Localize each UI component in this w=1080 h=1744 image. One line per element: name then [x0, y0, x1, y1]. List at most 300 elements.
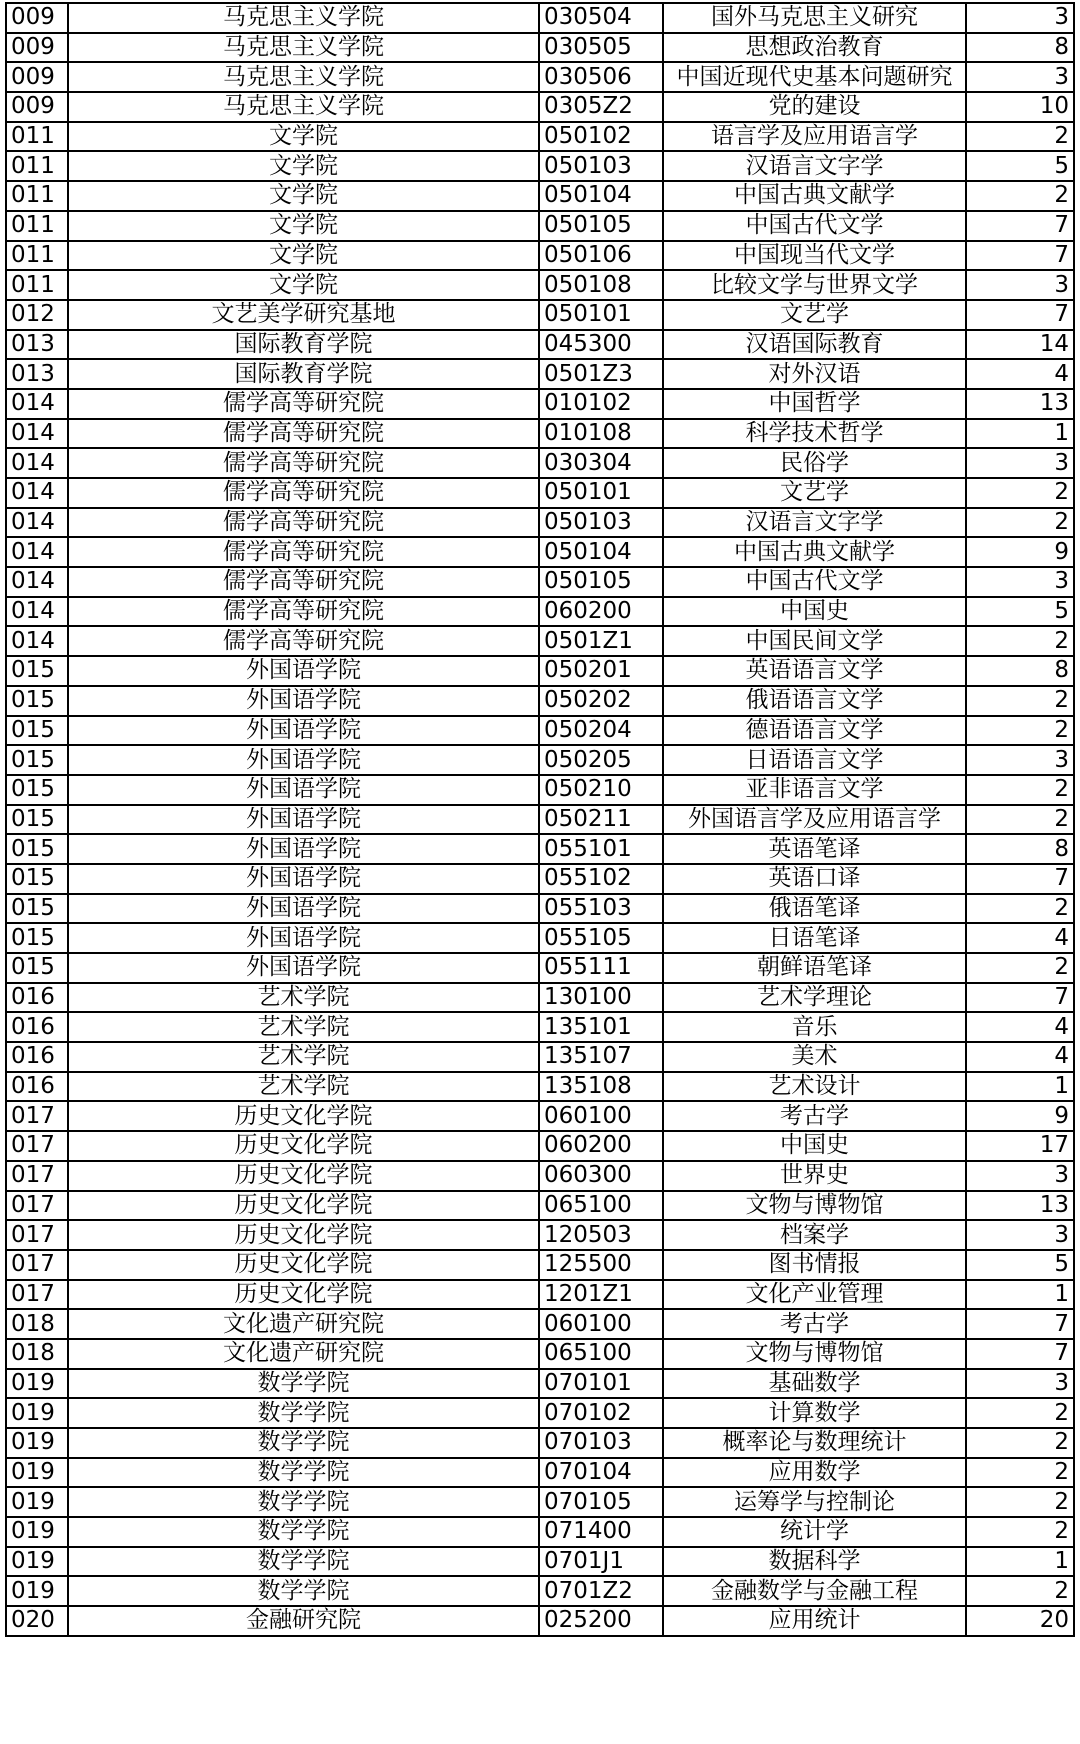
table-row — [6, 1606, 1074, 1636]
table-row — [6, 1458, 1074, 1488]
major-code-cell: 070103 — [539, 1428, 663, 1458]
school-name-cell: 艺术学院 — [68, 1042, 539, 1072]
enrollment-count-cell: 2 — [966, 686, 1074, 716]
major-code-cell: 1201Z1 — [539, 1280, 663, 1310]
major-code-cell: 135101 — [539, 1012, 663, 1042]
enrollment-count-cell: 5 — [966, 597, 1074, 627]
table-row — [6, 1220, 1074, 1250]
table-row — [6, 359, 1074, 389]
school-name-cell: 历史文化学院 — [68, 1161, 539, 1191]
major-name-cell: 档案学 — [663, 1220, 966, 1250]
major-name-cell: 文化产业管理 — [663, 1280, 966, 1310]
school-code-cell: 014 — [6, 537, 68, 567]
enrollment-count-cell: 3 — [966, 1220, 1074, 1250]
major-name-cell: 中国古代文学 — [663, 567, 966, 597]
major-code-cell: 050204 — [539, 716, 663, 746]
school-code-cell: 015 — [6, 953, 68, 983]
school-code-cell: 019 — [6, 1458, 68, 1488]
school-name-cell: 外国语学院 — [68, 745, 539, 775]
major-name-cell: 中国近现代史基本问题研究 — [663, 62, 966, 92]
school-name-cell: 国际教育学院 — [68, 330, 539, 360]
school-code-cell: 014 — [6, 389, 68, 419]
major-code-cell: 050105 — [539, 211, 663, 241]
school-name-cell: 外国语学院 — [68, 775, 539, 805]
table-row — [6, 1250, 1074, 1280]
school-name-cell: 历史文化学院 — [68, 1250, 539, 1280]
school-code-cell: 012 — [6, 300, 68, 330]
enrollment-count-cell: 2 — [966, 508, 1074, 538]
school-name-cell: 文学院 — [68, 122, 539, 152]
enrollment-count-cell: 8 — [966, 656, 1074, 686]
major-name-cell: 统计学 — [663, 1517, 966, 1547]
table-row — [6, 300, 1074, 330]
major-name-cell: 汉语言文字学 — [663, 508, 966, 538]
major-name-cell: 德语语言文学 — [663, 716, 966, 746]
major-code-cell: 050103 — [539, 151, 663, 181]
school-code-cell: 015 — [6, 894, 68, 924]
school-code-cell: 009 — [6, 62, 68, 92]
school-code-cell: 019 — [6, 1547, 68, 1577]
enrollment-count-cell: 3 — [966, 270, 1074, 300]
table-row — [6, 1280, 1074, 1310]
major-name-cell: 金融数学与金融工程 — [663, 1576, 966, 1606]
school-code-cell: 011 — [6, 181, 68, 211]
school-name-cell: 文化遗产研究院 — [68, 1339, 539, 1369]
school-code-cell: 014 — [6, 597, 68, 627]
major-name-cell: 科学技术哲学 — [663, 419, 966, 449]
school-code-cell: 018 — [6, 1309, 68, 1339]
school-name-cell: 历史文化学院 — [68, 1101, 539, 1131]
major-name-cell: 俄语语言文学 — [663, 686, 966, 716]
table-row — [6, 745, 1074, 775]
major-code-cell: 130100 — [539, 983, 663, 1013]
major-name-cell: 日语语言文学 — [663, 745, 966, 775]
major-name-cell: 外国语言学及应用语言学 — [663, 805, 966, 835]
major-code-cell: 055101 — [539, 834, 663, 864]
major-name-cell: 美术 — [663, 1042, 966, 1072]
major-code-cell: 055111 — [539, 953, 663, 983]
major-code-cell: 050104 — [539, 537, 663, 567]
enrollment-count-cell: 2 — [966, 478, 1074, 508]
school-code-cell: 013 — [6, 359, 68, 389]
enrollment-count-cell: 1 — [966, 1072, 1074, 1102]
table-row — [6, 1428, 1074, 1458]
major-name-cell: 基础数学 — [663, 1369, 966, 1399]
school-name-cell: 数学学院 — [68, 1547, 539, 1577]
school-code-cell: 011 — [6, 211, 68, 241]
table-row — [6, 3, 1074, 33]
school-name-cell: 数学学院 — [68, 1428, 539, 1458]
admissions-table — [5, 2, 1075, 1637]
school-code-cell: 009 — [6, 3, 68, 33]
enrollment-count-cell: 14 — [966, 330, 1074, 360]
major-name-cell: 俄语笔译 — [663, 894, 966, 924]
major-name-cell: 文艺学 — [663, 300, 966, 330]
school-code-cell: 017 — [6, 1101, 68, 1131]
school-code-cell: 013 — [6, 330, 68, 360]
school-code-cell: 015 — [6, 805, 68, 835]
enrollment-count-cell: 5 — [966, 1250, 1074, 1280]
school-code-cell: 018 — [6, 1339, 68, 1369]
school-name-cell: 数学学院 — [68, 1458, 539, 1488]
school-code-cell: 019 — [6, 1517, 68, 1547]
major-name-cell: 艺术设计 — [663, 1072, 966, 1102]
major-code-cell: 060100 — [539, 1101, 663, 1131]
table-row — [6, 1161, 1074, 1191]
school-name-cell: 儒学高等研究院 — [68, 448, 539, 478]
table-row — [6, 805, 1074, 835]
school-name-cell: 儒学高等研究院 — [68, 597, 539, 627]
table-row — [6, 626, 1074, 656]
major-code-cell: 0701Z2 — [539, 1576, 663, 1606]
school-name-cell: 文学院 — [68, 270, 539, 300]
major-code-cell: 060200 — [539, 1131, 663, 1161]
table-row — [6, 181, 1074, 211]
major-code-cell: 0305Z2 — [539, 92, 663, 122]
school-code-cell: 011 — [6, 122, 68, 152]
major-code-cell: 030506 — [539, 62, 663, 92]
major-name-cell: 数据科学 — [663, 1547, 966, 1577]
major-code-cell: 050106 — [539, 241, 663, 271]
school-name-cell: 儒学高等研究院 — [68, 626, 539, 656]
table-row — [6, 33, 1074, 63]
enrollment-count-cell: 2 — [966, 626, 1074, 656]
major-name-cell: 图书情报 — [663, 1250, 966, 1280]
major-name-cell: 朝鲜语笔译 — [663, 953, 966, 983]
table-row — [6, 92, 1074, 122]
major-name-cell: 应用统计 — [663, 1606, 966, 1636]
enrollment-count-cell: 7 — [966, 1339, 1074, 1369]
major-code-cell: 050201 — [539, 656, 663, 686]
major-code-cell: 065100 — [539, 1339, 663, 1369]
school-code-cell: 017 — [6, 1250, 68, 1280]
major-name-cell: 英语口译 — [663, 864, 966, 894]
school-code-cell: 014 — [6, 478, 68, 508]
school-name-cell: 数学学院 — [68, 1576, 539, 1606]
enrollment-count-cell: 3 — [966, 1161, 1074, 1191]
school-code-cell: 014 — [6, 448, 68, 478]
major-name-cell: 民俗学 — [663, 448, 966, 478]
major-name-cell: 国外马克思主义研究 — [663, 3, 966, 33]
table-row — [6, 656, 1074, 686]
school-name-cell: 儒学高等研究院 — [68, 537, 539, 567]
school-code-cell: 015 — [6, 656, 68, 686]
major-code-cell: 050101 — [539, 478, 663, 508]
school-name-cell: 外国语学院 — [68, 923, 539, 953]
table-row — [6, 1012, 1074, 1042]
enrollment-count-cell: 2 — [966, 1487, 1074, 1517]
major-code-cell: 050102 — [539, 122, 663, 152]
major-code-cell: 050205 — [539, 745, 663, 775]
major-code-cell: 050104 — [539, 181, 663, 211]
admissions-table-sheet — [5, 2, 1073, 1637]
enrollment-count-cell: 3 — [966, 1369, 1074, 1399]
school-name-cell: 文学院 — [68, 151, 539, 181]
school-code-cell: 011 — [6, 241, 68, 271]
table-row — [6, 419, 1074, 449]
table-row — [6, 211, 1074, 241]
major-code-cell: 060200 — [539, 597, 663, 627]
school-name-cell: 文艺美学研究基地 — [68, 300, 539, 330]
major-code-cell: 070104 — [539, 1458, 663, 1488]
table-row — [6, 1072, 1074, 1102]
table-row — [6, 330, 1074, 360]
school-code-cell: 016 — [6, 1012, 68, 1042]
school-code-cell: 009 — [6, 92, 68, 122]
school-name-cell: 外国语学院 — [68, 834, 539, 864]
table-row — [6, 894, 1074, 924]
table-row — [6, 686, 1074, 716]
enrollment-count-cell: 4 — [966, 359, 1074, 389]
table-row — [6, 953, 1074, 983]
school-code-cell: 014 — [6, 567, 68, 597]
school-name-cell: 马克思主义学院 — [68, 92, 539, 122]
enrollment-count-cell: 20 — [966, 1606, 1074, 1636]
school-name-cell: 艺术学院 — [68, 983, 539, 1013]
table-row — [6, 983, 1074, 1013]
school-name-cell: 历史文化学院 — [68, 1131, 539, 1161]
table-row — [6, 1547, 1074, 1577]
school-code-cell: 019 — [6, 1576, 68, 1606]
major-code-cell: 065100 — [539, 1191, 663, 1221]
school-name-cell: 儒学高等研究院 — [68, 478, 539, 508]
enrollment-count-cell: 2 — [966, 953, 1074, 983]
table-row — [6, 834, 1074, 864]
enrollment-count-cell: 13 — [966, 1191, 1074, 1221]
enrollment-count-cell: 2 — [966, 181, 1074, 211]
school-code-cell: 016 — [6, 983, 68, 1013]
major-code-cell: 070102 — [539, 1398, 663, 1428]
table-row — [6, 62, 1074, 92]
school-name-cell: 马克思主义学院 — [68, 62, 539, 92]
school-name-cell: 儒学高等研究院 — [68, 508, 539, 538]
enrollment-count-cell: 13 — [966, 389, 1074, 419]
school-name-cell: 数学学院 — [68, 1369, 539, 1399]
enrollment-count-cell: 3 — [966, 3, 1074, 33]
school-name-cell: 文学院 — [68, 211, 539, 241]
enrollment-count-cell: 17 — [966, 1131, 1074, 1161]
school-code-cell: 019 — [6, 1428, 68, 1458]
major-code-cell: 050105 — [539, 567, 663, 597]
enrollment-count-cell: 2 — [966, 775, 1074, 805]
major-name-cell: 运筹学与控制论 — [663, 1487, 966, 1517]
major-name-cell: 汉语国际教育 — [663, 330, 966, 360]
school-name-cell: 外国语学院 — [68, 716, 539, 746]
school-name-cell: 历史文化学院 — [68, 1191, 539, 1221]
major-code-cell: 125500 — [539, 1250, 663, 1280]
school-name-cell: 外国语学院 — [68, 864, 539, 894]
table-row — [6, 1191, 1074, 1221]
school-code-cell: 015 — [6, 745, 68, 775]
major-name-cell: 思想政治教育 — [663, 33, 966, 63]
school-name-cell: 马克思主义学院 — [68, 3, 539, 33]
major-name-cell: 中国古典文献学 — [663, 181, 966, 211]
table-row — [6, 151, 1074, 181]
school-code-cell: 017 — [6, 1191, 68, 1221]
major-name-cell: 概率论与数理统计 — [663, 1428, 966, 1458]
major-name-cell: 艺术学理论 — [663, 983, 966, 1013]
enrollment-count-cell: 4 — [966, 1012, 1074, 1042]
major-code-cell: 050211 — [539, 805, 663, 835]
table-row — [6, 864, 1074, 894]
major-code-cell: 010102 — [539, 389, 663, 419]
table-row — [6, 1101, 1074, 1131]
major-code-cell: 135108 — [539, 1072, 663, 1102]
school-code-cell: 009 — [6, 33, 68, 63]
enrollment-count-cell: 2 — [966, 1458, 1074, 1488]
major-code-cell: 055102 — [539, 864, 663, 894]
enrollment-count-cell: 2 — [966, 1398, 1074, 1428]
table-row — [6, 537, 1074, 567]
school-name-cell: 国际教育学院 — [68, 359, 539, 389]
table-row — [6, 567, 1074, 597]
school-code-cell: 015 — [6, 716, 68, 746]
school-code-cell: 017 — [6, 1220, 68, 1250]
school-code-cell: 016 — [6, 1042, 68, 1072]
major-code-cell: 120503 — [539, 1220, 663, 1250]
school-name-cell: 外国语学院 — [68, 656, 539, 686]
major-name-cell: 中国哲学 — [663, 389, 966, 419]
major-name-cell: 应用数学 — [663, 1458, 966, 1488]
major-code-cell: 050108 — [539, 270, 663, 300]
major-code-cell: 070105 — [539, 1487, 663, 1517]
enrollment-count-cell: 10 — [966, 92, 1074, 122]
major-code-cell: 045300 — [539, 330, 663, 360]
major-code-cell: 135107 — [539, 1042, 663, 1072]
school-name-cell: 儒学高等研究院 — [68, 567, 539, 597]
enrollment-count-cell: 2 — [966, 122, 1074, 152]
table-row — [6, 1042, 1074, 1072]
major-name-cell: 文物与博物馆 — [663, 1191, 966, 1221]
school-code-cell: 015 — [6, 834, 68, 864]
enrollment-count-cell: 2 — [966, 805, 1074, 835]
major-code-cell: 050103 — [539, 508, 663, 538]
major-name-cell: 文物与博物馆 — [663, 1339, 966, 1369]
enrollment-count-cell: 7 — [966, 864, 1074, 894]
school-code-cell: 015 — [6, 923, 68, 953]
enrollment-count-cell: 3 — [966, 567, 1074, 597]
school-code-cell: 019 — [6, 1487, 68, 1517]
school-name-cell: 文学院 — [68, 181, 539, 211]
major-code-cell: 055103 — [539, 894, 663, 924]
major-name-cell: 比较文学与世界文学 — [663, 270, 966, 300]
school-name-cell: 外国语学院 — [68, 953, 539, 983]
enrollment-count-cell: 7 — [966, 241, 1074, 271]
enrollment-count-cell: 2 — [966, 1576, 1074, 1606]
school-code-cell: 019 — [6, 1369, 68, 1399]
school-name-cell: 数学学院 — [68, 1517, 539, 1547]
table-row — [6, 1369, 1074, 1399]
school-name-cell: 艺术学院 — [68, 1012, 539, 1042]
major-code-cell: 071400 — [539, 1517, 663, 1547]
major-name-cell: 考古学 — [663, 1101, 966, 1131]
school-name-cell: 历史文化学院 — [68, 1280, 539, 1310]
school-code-cell: 017 — [6, 1161, 68, 1191]
major-name-cell: 世界史 — [663, 1161, 966, 1191]
enrollment-count-cell: 1 — [966, 1547, 1074, 1577]
school-name-cell: 儒学高等研究院 — [68, 389, 539, 419]
major-code-cell: 055105 — [539, 923, 663, 953]
table-body — [6, 3, 1074, 1636]
school-code-cell: 014 — [6, 508, 68, 538]
major-name-cell: 音乐 — [663, 1012, 966, 1042]
major-name-cell: 中国史 — [663, 1131, 966, 1161]
school-code-cell: 016 — [6, 1072, 68, 1102]
school-code-cell: 017 — [6, 1131, 68, 1161]
enrollment-count-cell: 9 — [966, 537, 1074, 567]
table-row — [6, 241, 1074, 271]
school-name-cell: 外国语学院 — [68, 894, 539, 924]
school-name-cell: 外国语学院 — [68, 805, 539, 835]
school-code-cell: 015 — [6, 775, 68, 805]
major-name-cell: 日语笔译 — [663, 923, 966, 953]
table-row — [6, 389, 1074, 419]
table-row — [6, 923, 1074, 953]
enrollment-count-cell: 7 — [966, 211, 1074, 241]
major-name-cell: 中国古代文学 — [663, 211, 966, 241]
table-row — [6, 270, 1074, 300]
school-code-cell: 017 — [6, 1280, 68, 1310]
major-code-cell: 030505 — [539, 33, 663, 63]
enrollment-count-cell: 4 — [966, 923, 1074, 953]
major-name-cell: 中国现当代文学 — [663, 241, 966, 271]
school-name-cell: 外国语学院 — [68, 686, 539, 716]
major-code-cell: 070101 — [539, 1369, 663, 1399]
major-code-cell: 050202 — [539, 686, 663, 716]
school-name-cell: 历史文化学院 — [68, 1220, 539, 1250]
enrollment-count-cell: 7 — [966, 300, 1074, 330]
table-row — [6, 1398, 1074, 1428]
major-name-cell: 亚非语言文学 — [663, 775, 966, 805]
enrollment-count-cell: 1 — [966, 1280, 1074, 1310]
major-code-cell: 060300 — [539, 1161, 663, 1191]
major-code-cell: 030504 — [539, 3, 663, 33]
enrollment-count-cell: 2 — [966, 894, 1074, 924]
school-code-cell: 014 — [6, 626, 68, 656]
enrollment-count-cell: 2 — [966, 1428, 1074, 1458]
enrollment-count-cell: 9 — [966, 1101, 1074, 1131]
major-code-cell: 0701J1 — [539, 1547, 663, 1577]
school-code-cell: 020 — [6, 1606, 68, 1636]
table-row — [6, 1487, 1074, 1517]
school-name-cell: 文学院 — [68, 241, 539, 271]
enrollment-count-cell: 1 — [966, 419, 1074, 449]
enrollment-count-cell: 4 — [966, 1042, 1074, 1072]
school-code-cell: 014 — [6, 419, 68, 449]
major-name-cell: 党的建设 — [663, 92, 966, 122]
major-name-cell: 汉语言文字学 — [663, 151, 966, 181]
school-name-cell: 文化遗产研究院 — [68, 1309, 539, 1339]
major-code-cell: 025200 — [539, 1606, 663, 1636]
major-name-cell: 对外汉语 — [663, 359, 966, 389]
school-name-cell: 马克思主义学院 — [68, 33, 539, 63]
major-code-cell: 030304 — [539, 448, 663, 478]
table-row — [6, 716, 1074, 746]
table-row — [6, 1309, 1074, 1339]
table-row — [6, 478, 1074, 508]
enrollment-count-cell: 3 — [966, 62, 1074, 92]
table-row — [6, 1339, 1074, 1369]
major-name-cell: 计算数学 — [663, 1398, 966, 1428]
major-name-cell: 英语笔译 — [663, 834, 966, 864]
table-row — [6, 775, 1074, 805]
school-name-cell: 数学学院 — [68, 1398, 539, 1428]
major-name-cell: 中国史 — [663, 597, 966, 627]
major-code-cell: 060100 — [539, 1309, 663, 1339]
enrollment-count-cell: 7 — [966, 1309, 1074, 1339]
enrollment-count-cell: 7 — [966, 983, 1074, 1013]
school-code-cell: 015 — [6, 686, 68, 716]
